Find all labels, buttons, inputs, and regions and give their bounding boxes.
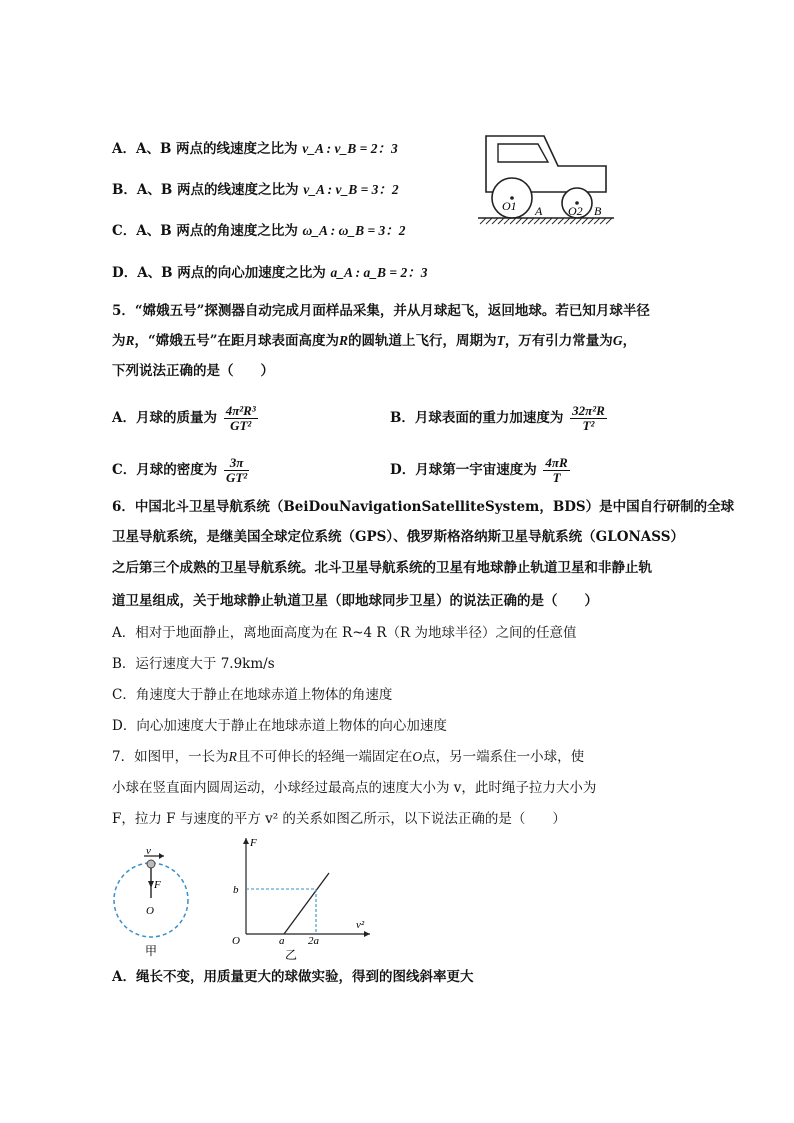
q5-option-a-text: A．月球的质量为 <box>112 410 217 426</box>
q5-stem-line1: 5．“嫦娥五号”探测器自动完成月面样品采集，并从月球起飞，返回地球。若已知月球半径 <box>112 303 650 319</box>
q5-stem-line3: 下列说法正确的是（ ） <box>112 363 274 379</box>
label-o1: O1 <box>502 199 517 213</box>
label-2a: 2a <box>308 935 319 947</box>
q5-text-a: 为 <box>112 333 126 349</box>
x-axis-arrow <box>364 931 370 937</box>
f-v2-line <box>284 873 329 934</box>
q7-text-c: 点，另一端系住一小球，使 <box>422 749 585 765</box>
label-v: v <box>146 845 151 857</box>
y-axis-arrow <box>243 838 249 844</box>
q4-option-b-expr: v_A : v_B = 3：2 <box>303 182 399 197</box>
q7-var-r: R <box>228 749 237 764</box>
q5-text-d: ，万有引力常量为 <box>504 333 613 349</box>
q5-option-c <box>112 452 251 488</box>
q5-option-a <box>112 400 260 436</box>
q4-option-a <box>112 140 398 158</box>
q5-option-b-text: B．月球表面的重力加速度为 <box>390 410 564 426</box>
q7-text-b: 且不可伸长的轻绳一端固定在 <box>236 749 413 765</box>
velocity-arrowhead <box>159 853 164 859</box>
caption-yi: 乙 <box>285 948 298 962</box>
ground-hatch <box>480 218 612 224</box>
q5-d-den: T <box>552 470 561 485</box>
label-b: b <box>233 884 239 896</box>
label-v2: v² <box>356 919 365 931</box>
q5-option-c-text: C．月球的密度为 <box>112 462 218 478</box>
q7-stem-line2: 小球在竖直面内圆周运动，小球经过最高点的速度大小为 v，此时绳子拉力大小为 <box>112 780 597 796</box>
q4-option-d <box>112 264 427 282</box>
figure-yi <box>228 832 378 964</box>
q5-var-t: T <box>496 333 505 348</box>
q6-stem-line4: 道卫星组成，关于地球静止轨道卫星（即地球同步卫星）的说法正确的是（ ） <box>112 593 598 609</box>
q5-d-num: 4πR <box>545 455 568 470</box>
q7-text-a: 7．如图甲，一长为 <box>112 749 229 765</box>
q4-option-d-text: D．A、B 两点的向心加速度之比为 <box>112 265 326 281</box>
label-origin: O <box>232 935 240 947</box>
q5-a-den: GT² <box>230 418 252 433</box>
car-window <box>498 144 548 162</box>
q5-b-den: T² <box>582 418 595 433</box>
q5-option-c-fraction <box>224 456 249 485</box>
label-a: a <box>279 935 285 947</box>
q5-b-num: 32π²R <box>572 403 605 418</box>
q6-stem-line1: 6．中国北斗卫星导航系统（BeiDouNavigationSatelliteSystem，BDS）是中国自行研制的全球 <box>112 499 735 515</box>
q5-option-a-fraction <box>224 404 258 433</box>
label-o2: O2 <box>568 204 583 218</box>
q5-text-c: 的圆轨道上飞行，周期为 <box>348 333 497 349</box>
q5-option-d-fraction <box>543 456 569 485</box>
label-b: B <box>594 204 602 218</box>
label-f-axis: F <box>250 837 257 849</box>
q5-var-r: R <box>125 333 135 348</box>
car-figure <box>474 128 624 228</box>
q5-option-d <box>390 452 572 488</box>
q4-option-b-text: B．A、B 两点的线速度之比为 <box>112 182 299 198</box>
q7-stem-line3: F，拉力 F 与速度的平方 v² 的关系如图乙所示，以下说法正确的是（ ） <box>112 811 566 827</box>
q7-var-o: O <box>412 749 423 764</box>
q4-option-a-text: A．A、B 两点的线速度之比为 <box>112 141 298 157</box>
q5-a-num: 4π²R³ <box>225 403 256 418</box>
q7-option-a: A．绳长不变，用质量更大的球做实验，得到的图线斜率更大 <box>112 969 474 985</box>
q4-option-b <box>112 181 399 199</box>
label-o: O <box>146 905 154 917</box>
q5-c-num: 3π <box>224 456 249 471</box>
q7-stem-line1 <box>112 748 584 766</box>
q4-option-d-expr: a_A : a_B = 2：3 <box>330 265 428 280</box>
q5-option-b-fraction <box>570 404 607 433</box>
q6-option-c: C．角速度大于静止在地球赤道上物体的角速度 <box>112 687 393 703</box>
q5-text-b: ，“嫦娥五号”在距月球表面高度为 <box>134 333 340 349</box>
q5-option-d-text: D．月球第一宇宙速度为 <box>390 462 537 478</box>
q6-option-a: A．相对于地面静止，离地面高度为在 R~4 R（R 为地球半径）之间的任意值 <box>112 625 577 641</box>
q5-var-g: G <box>612 333 623 348</box>
q6-stem-line3: 之后第三个成熟的卫星导航系统。北斗卫星导航系统的卫星有地球静止轨道卫星和非静止轨 <box>112 560 652 576</box>
q6-option-b: B．运行速度大于 7.9km/s <box>112 656 275 672</box>
q4-option-c <box>112 222 406 240</box>
label-f: F <box>154 879 161 891</box>
ball <box>147 860 155 868</box>
caption-jia: 甲 <box>145 944 158 958</box>
label-a: A <box>535 204 543 218</box>
q5-option-b <box>390 400 609 436</box>
figure-jia <box>108 842 198 962</box>
q4-option-c-expr: ω_A : ω_B = 3：2 <box>302 223 406 238</box>
q5-var-r2: R <box>339 333 349 348</box>
q5-text-e: ， <box>622 333 637 349</box>
q6-stem-line2: 卫星导航系统，是继美国全球定位系统（GPS）、俄罗斯格洛纳斯卫星导航系统（GLONASS） <box>112 529 684 545</box>
q5-c-den: GT² <box>225 470 248 485</box>
q4-option-c-text: C．A、B 两点的角速度之比为 <box>112 223 298 239</box>
q6-option-d: D．向心加速度大于静止在地球赤道上物体的向心加速度 <box>112 718 447 734</box>
q5-stem-line2 <box>112 332 636 350</box>
q4-option-a-expr: v_A : v_B = 2：3 <box>302 141 398 156</box>
